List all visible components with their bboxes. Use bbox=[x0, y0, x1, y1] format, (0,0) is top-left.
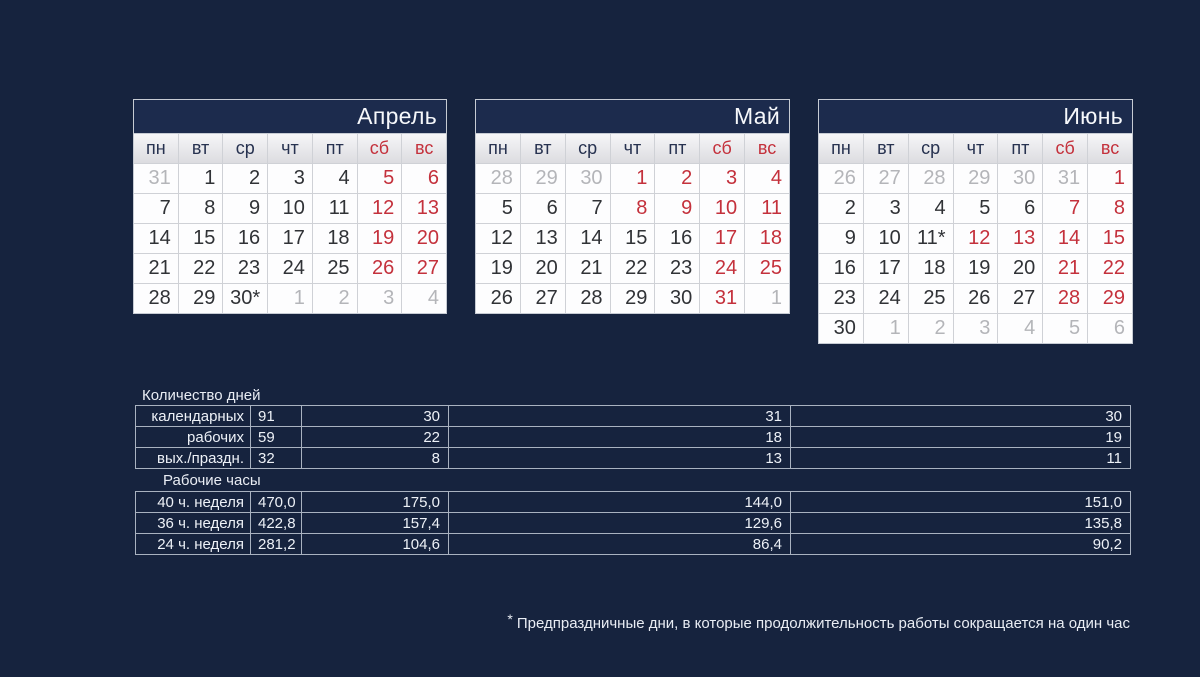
quarter-total-value: 32 bbox=[251, 448, 302, 468]
table-row bbox=[136, 447, 1130, 468]
day-cell: 25 bbox=[313, 254, 357, 283]
day-cell: 25 bbox=[745, 254, 789, 283]
april-value: 175,0 bbox=[302, 492, 449, 512]
day-cell: 26 bbox=[954, 284, 998, 313]
working-hours-table bbox=[135, 491, 1131, 555]
calendar-title: Апрель bbox=[357, 103, 437, 129]
day-cell: 2 bbox=[909, 314, 953, 343]
day-cell: 10 bbox=[700, 194, 744, 223]
table-row bbox=[136, 512, 1130, 533]
day-cell: 26 bbox=[358, 254, 402, 283]
day-cell: 1 bbox=[745, 284, 789, 313]
weekday-label: чт bbox=[954, 134, 998, 163]
day-cell: 13 bbox=[402, 194, 446, 223]
calendar-title: Июнь bbox=[1063, 103, 1123, 129]
day-cell: 1 bbox=[864, 314, 908, 343]
day-cell: 26 bbox=[819, 164, 863, 193]
day-cell: 30 bbox=[655, 284, 699, 313]
day-cell: 19 bbox=[954, 254, 998, 283]
calendar-grid bbox=[134, 134, 446, 313]
weekday-label: вс bbox=[1088, 134, 1132, 163]
day-cell: 29 bbox=[954, 164, 998, 193]
weekday-label: пн bbox=[134, 134, 178, 163]
day-cell: 5 bbox=[954, 194, 998, 223]
weekday-label: пт bbox=[998, 134, 1042, 163]
day-cell: 3 bbox=[268, 164, 312, 193]
day-cell: 11 bbox=[313, 194, 357, 223]
day-cell: 3 bbox=[864, 194, 908, 223]
day-cell: 22 bbox=[1088, 254, 1132, 283]
day-cell: 31 bbox=[700, 284, 744, 313]
may-value: 129,6 bbox=[449, 513, 791, 533]
weekday-label: пн bbox=[476, 134, 520, 163]
day-cell: 16 bbox=[655, 224, 699, 253]
day-cell: 30 bbox=[566, 164, 610, 193]
day-cell: 14 bbox=[566, 224, 610, 253]
weekday-label: чт bbox=[268, 134, 312, 163]
day-cell: 15 bbox=[179, 224, 223, 253]
quarter-total-value: 91 bbox=[251, 406, 302, 426]
calendar-title: Май bbox=[734, 103, 780, 129]
weekday-label: сб bbox=[700, 134, 744, 163]
day-cell: 7 bbox=[134, 194, 178, 223]
day-cell: 31 bbox=[134, 164, 178, 193]
day-cell: 8 bbox=[1088, 194, 1132, 223]
day-cell: 3 bbox=[700, 164, 744, 193]
day-cell: 27 bbox=[864, 164, 908, 193]
day-cell: 20 bbox=[402, 224, 446, 253]
day-cell: 9 bbox=[819, 224, 863, 253]
day-cell: 28 bbox=[566, 284, 610, 313]
day-cell: 4 bbox=[402, 284, 446, 313]
june-value: 90,2 bbox=[1092, 535, 1122, 553]
day-cell: 8 bbox=[611, 194, 655, 223]
day-cell: 3 bbox=[358, 284, 402, 313]
day-cell: 25 bbox=[909, 284, 953, 313]
june-value: 30 bbox=[1105, 407, 1122, 425]
weekday-label: сб bbox=[1043, 134, 1087, 163]
table-row bbox=[136, 533, 1130, 554]
day-cell: 28 bbox=[909, 164, 953, 193]
day-cell: 20 bbox=[998, 254, 1042, 283]
day-cell: 10 bbox=[864, 224, 908, 253]
day-cell: 9 bbox=[655, 194, 699, 223]
day-cell: 27 bbox=[402, 254, 446, 283]
day-cell: 6 bbox=[1088, 314, 1132, 343]
may-value: 18 bbox=[449, 427, 791, 447]
may-value: 13 bbox=[449, 448, 791, 468]
day-cell: 21 bbox=[566, 254, 610, 283]
day-cell: 2 bbox=[223, 164, 267, 193]
day-cell: 1 bbox=[611, 164, 655, 193]
table-row bbox=[136, 406, 1130, 426]
day-cell: 15 bbox=[611, 224, 655, 253]
day-cell: 6 bbox=[402, 164, 446, 193]
day-cell: 5 bbox=[1043, 314, 1087, 343]
april-value: 157,4 bbox=[302, 513, 449, 533]
calendar-april bbox=[133, 99, 447, 314]
calendar-grid bbox=[819, 134, 1132, 343]
weekday-label: вт bbox=[179, 134, 223, 163]
day-cell: 9 bbox=[223, 194, 267, 223]
calendar-title-bar bbox=[476, 100, 789, 134]
weekday-label: пн bbox=[819, 134, 863, 163]
weekday-label: сб bbox=[358, 134, 402, 163]
days-count-title: Количество дней bbox=[142, 387, 261, 404]
day-cell: 24 bbox=[700, 254, 744, 283]
calendar-title-bar bbox=[134, 100, 446, 134]
day-cell: 28 bbox=[134, 284, 178, 313]
june-value: 151,0 bbox=[1084, 493, 1122, 511]
april-value: 30 bbox=[302, 406, 449, 426]
day-cell: 15 bbox=[1088, 224, 1132, 253]
june-value: 135,8 bbox=[1084, 514, 1122, 532]
day-cell: 28 bbox=[1043, 284, 1087, 313]
day-cell: 16 bbox=[223, 224, 267, 253]
row-label: рабочих bbox=[136, 427, 251, 447]
day-cell: 27 bbox=[998, 284, 1042, 313]
weekday-label: ср bbox=[909, 134, 953, 163]
day-cell: 18 bbox=[909, 254, 953, 283]
day-cell: 18 bbox=[313, 224, 357, 253]
weekday-label: чт bbox=[611, 134, 655, 163]
weekday-label: ср bbox=[566, 134, 610, 163]
quarter-total-value: 422,8 bbox=[251, 513, 302, 533]
working-hours-title: Рабочие часы bbox=[163, 472, 261, 489]
calendar-title-bar bbox=[819, 100, 1132, 134]
weekday-label: вт bbox=[864, 134, 908, 163]
row-label: 40 ч. неделя bbox=[136, 492, 251, 512]
day-cell: 29 bbox=[179, 284, 223, 313]
april-value: 8 bbox=[302, 448, 449, 468]
day-cell: 6 bbox=[521, 194, 565, 223]
day-cell: 12 bbox=[476, 224, 520, 253]
day-cell: 13 bbox=[521, 224, 565, 253]
day-cell: 4 bbox=[745, 164, 789, 193]
june-value: 19 bbox=[1105, 428, 1122, 446]
april-value: 104,6 bbox=[302, 534, 449, 554]
day-cell: 6 bbox=[998, 194, 1042, 223]
day-cell: 24 bbox=[268, 254, 312, 283]
day-cell: 16 bbox=[819, 254, 863, 283]
june-value: 11 bbox=[1106, 449, 1122, 467]
day-cell: 29 bbox=[521, 164, 565, 193]
day-cell: 1 bbox=[179, 164, 223, 193]
row-label: 36 ч. неделя bbox=[136, 513, 251, 533]
day-cell: 11* bbox=[909, 224, 953, 253]
table-row bbox=[136, 492, 1130, 512]
day-cell: 17 bbox=[268, 224, 312, 253]
day-cell: 5 bbox=[358, 164, 402, 193]
day-cell: 29 bbox=[1088, 284, 1132, 313]
may-value: 144,0 bbox=[449, 492, 791, 512]
day-cell: 14 bbox=[1043, 224, 1087, 253]
day-cell: 11 bbox=[745, 194, 789, 223]
day-cell: 27 bbox=[521, 284, 565, 313]
day-cell: 21 bbox=[134, 254, 178, 283]
day-cell: 21 bbox=[1043, 254, 1087, 283]
day-cell: 24 bbox=[864, 284, 908, 313]
quarter-total-value: 470,0 bbox=[251, 492, 302, 512]
day-cell: 23 bbox=[223, 254, 267, 283]
day-cell: 8 bbox=[179, 194, 223, 223]
day-cell: 7 bbox=[1043, 194, 1087, 223]
day-cell: 30 bbox=[998, 164, 1042, 193]
day-cell: 22 bbox=[611, 254, 655, 283]
quarter-total-value: 59 bbox=[251, 427, 302, 447]
day-cell: 14 bbox=[134, 224, 178, 253]
day-cell: 1 bbox=[1088, 164, 1132, 193]
day-cell: 18 bbox=[745, 224, 789, 253]
day-cell: 20 bbox=[521, 254, 565, 283]
calendar-grid bbox=[476, 134, 789, 313]
day-cell: 4 bbox=[909, 194, 953, 223]
footnote-asterisk: * bbox=[507, 611, 513, 627]
day-cell: 30* bbox=[223, 284, 267, 313]
days-count-table bbox=[135, 405, 1131, 469]
day-cell: 17 bbox=[864, 254, 908, 283]
day-cell: 4 bbox=[313, 164, 357, 193]
day-cell: 17 bbox=[700, 224, 744, 253]
day-cell: 23 bbox=[819, 284, 863, 313]
day-cell: 30 bbox=[819, 314, 863, 343]
weekday-label: вс bbox=[402, 134, 446, 163]
weekday-label: вт bbox=[521, 134, 565, 163]
day-cell: 23 bbox=[655, 254, 699, 283]
calendar-may bbox=[475, 99, 790, 314]
day-cell: 26 bbox=[476, 284, 520, 313]
weekday-label: вс bbox=[745, 134, 789, 163]
day-cell: 3 bbox=[954, 314, 998, 343]
day-cell: 19 bbox=[358, 224, 402, 253]
day-cell: 2 bbox=[819, 194, 863, 223]
row-label: вых./праздн. bbox=[136, 448, 251, 468]
day-cell: 2 bbox=[655, 164, 699, 193]
weekday-label: пт bbox=[313, 134, 357, 163]
day-cell: 31 bbox=[1043, 164, 1087, 193]
weekday-label: пт bbox=[655, 134, 699, 163]
row-label: 24 ч. неделя bbox=[136, 534, 251, 554]
day-cell: 5 bbox=[476, 194, 520, 223]
day-cell: 29 bbox=[611, 284, 655, 313]
day-cell: 19 bbox=[476, 254, 520, 283]
day-cell: 1 bbox=[268, 284, 312, 313]
day-cell: 28 bbox=[476, 164, 520, 193]
row-label: календарных bbox=[136, 406, 251, 426]
day-cell: 10 bbox=[268, 194, 312, 223]
day-cell: 2 bbox=[313, 284, 357, 313]
calendar-june bbox=[818, 99, 1133, 344]
may-value: 86,4 bbox=[449, 534, 791, 554]
footnote-text: Предпраздничные дни, в которые продолжительность работы сокращается на один час bbox=[516, 615, 1130, 632]
may-value: 31 bbox=[449, 406, 791, 426]
weekday-label: ср bbox=[223, 134, 267, 163]
day-cell: 12 bbox=[954, 224, 998, 253]
quarter-total-value: 281,2 bbox=[251, 534, 302, 554]
april-value: 22 bbox=[302, 427, 449, 447]
day-cell: 4 bbox=[998, 314, 1042, 343]
day-cell: 7 bbox=[566, 194, 610, 223]
table-row bbox=[136, 426, 1130, 447]
day-cell: 13 bbox=[998, 224, 1042, 253]
footnote bbox=[507, 611, 1130, 632]
day-cell: 22 bbox=[179, 254, 223, 283]
day-cell: 12 bbox=[358, 194, 402, 223]
